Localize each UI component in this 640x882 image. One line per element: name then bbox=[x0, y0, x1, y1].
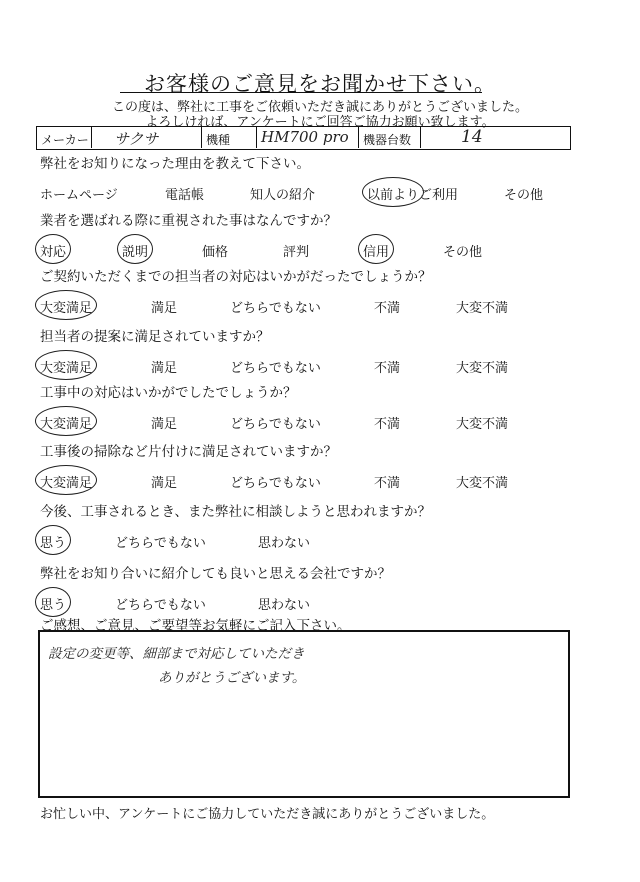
question-6-option-1[interactable]: 大変満足 bbox=[40, 476, 93, 491]
question-1: 弊社をお知りになった理由を教えて下さい。 bbox=[40, 156, 310, 172]
comment-line-2: ありがとうございます。 bbox=[158, 670, 306, 686]
question-3-option-1[interactable]: 大変満足 bbox=[40, 301, 93, 316]
question-2-option-3[interactable]: 価格 bbox=[202, 245, 229, 260]
question-4-option-5[interactable]: 大変不満 bbox=[456, 361, 509, 376]
question-2-option-6[interactable]: その他 bbox=[443, 245, 483, 260]
question-7-option-2[interactable]: どちらでもない bbox=[115, 536, 206, 551]
question-3-option-2[interactable]: 満足 bbox=[151, 301, 178, 316]
question-6-option-4[interactable]: 不満 bbox=[374, 476, 401, 491]
answer-circle-mark bbox=[35, 465, 97, 495]
model-label: 機種 bbox=[206, 133, 231, 147]
question-7-option-3[interactable]: 思わない bbox=[258, 536, 311, 551]
question-2-option-5[interactable]: 信用 bbox=[363, 245, 390, 260]
question-8-option-2[interactable]: どちらでもない bbox=[115, 598, 206, 613]
question-5-option-1[interactable]: 大変満足 bbox=[40, 417, 93, 432]
comment-line-1: 設定の変更等、細部まで対応していただき bbox=[48, 646, 305, 662]
intro-line-2: よろしければ、アンケートにご回答ご協力お願い致します。 bbox=[145, 115, 495, 130]
footer-thanks: お忙しい中、アンケートにご協力していただき誠にありがとうございました。 bbox=[40, 807, 495, 822]
maker-value: サクサ bbox=[114, 130, 159, 148]
model-label-cell bbox=[201, 127, 256, 148]
question-7-option-1[interactable]: 思う bbox=[40, 536, 67, 551]
question-3-option-3[interactable]: どちらでもない bbox=[230, 301, 321, 316]
maker-cell bbox=[91, 127, 201, 148]
question-3: ご契約いただくまでの担当者の対応はいかがだったでしょうか？ bbox=[40, 269, 432, 285]
device-info-table bbox=[36, 126, 571, 150]
question-6-option-2[interactable]: 満足 bbox=[151, 476, 178, 491]
question-6-option-3[interactable]: どちらでもない bbox=[230, 476, 321, 491]
model-value: HM700 pro bbox=[261, 128, 349, 146]
answer-circle-mark bbox=[35, 234, 71, 264]
question-3-option-5[interactable]: 大変不満 bbox=[456, 301, 509, 316]
question-2-option-2[interactable]: 説明 bbox=[122, 245, 149, 260]
intro-line-1: この度は、弊社に工事をご依頼いただき誠にありがとうございました。 bbox=[111, 100, 528, 115]
maker-label: メーカー bbox=[41, 133, 89, 147]
question-8: 弊社をお知り合いに紹介しても良いと思える会社ですか？ bbox=[40, 566, 391, 582]
question-4-option-2[interactable]: 満足 bbox=[151, 361, 178, 376]
question-2-option-1[interactable]: 対応 bbox=[40, 245, 67, 260]
answer-circle-mark bbox=[35, 350, 97, 380]
count-cell bbox=[420, 127, 569, 148]
question-5: 工事中の対応はいかがでしたでしょうか？ bbox=[40, 385, 297, 401]
question-4: 担当者の提案に満足されていますか？ bbox=[40, 329, 270, 345]
question-1-option-4[interactable]: 以前よりご利用 bbox=[367, 188, 459, 203]
question-5-option-4[interactable]: 不満 bbox=[374, 417, 401, 432]
model-cell bbox=[256, 127, 358, 148]
count-label: 機器台数 bbox=[363, 133, 412, 147]
question-4-option-1[interactable]: 大変満足 bbox=[40, 361, 93, 376]
answer-circle-mark bbox=[362, 177, 424, 207]
question-6-option-5[interactable]: 大変不満 bbox=[456, 476, 509, 491]
question-8-option-1[interactable]: 思う bbox=[40, 598, 67, 613]
question-8-option-3[interactable]: 思わない bbox=[258, 598, 311, 613]
question-2: 業者を選ばれる際に重視された事はなんですか？ bbox=[40, 213, 337, 229]
question-4-option-3[interactable]: どちらでもない bbox=[230, 361, 321, 376]
answer-circle-mark bbox=[358, 234, 394, 264]
answer-circle-mark bbox=[117, 234, 153, 264]
question-1-option-3[interactable]: 知人の紹介 bbox=[250, 188, 316, 203]
comments-label: ご感想、ご意見、ご要望等お気軽にご記入下さい。 bbox=[40, 618, 351, 634]
answer-circle-mark bbox=[35, 525, 71, 555]
question-1-option-1[interactable]: ホームページ bbox=[40, 188, 118, 203]
question-4-option-4[interactable]: 不満 bbox=[374, 361, 401, 376]
comments-box bbox=[38, 630, 570, 798]
question-2-option-4[interactable]: 評判 bbox=[283, 245, 310, 260]
question-1-option-2[interactable]: 電話帳 bbox=[165, 188, 205, 203]
form-title: お客様のご意見をお聞かせ下さい。 bbox=[144, 72, 496, 96]
question-3-option-4[interactable]: 不満 bbox=[374, 301, 401, 316]
answer-circle-mark bbox=[35, 587, 71, 617]
answer-circle-mark bbox=[35, 406, 97, 436]
question-5-option-2[interactable]: 満足 bbox=[151, 417, 178, 432]
question-5-option-5[interactable]: 大変不満 bbox=[456, 417, 509, 432]
count-value: 14 bbox=[461, 127, 483, 147]
answer-circle-mark bbox=[35, 290, 97, 320]
question-5-option-3[interactable]: どちらでもない bbox=[230, 417, 321, 432]
question-7: 今後、工事されるとき、また弊社に相談しようと思われますか？ bbox=[40, 504, 431, 520]
question-1-option-5[interactable]: その他 bbox=[504, 188, 544, 203]
question-6: 工事後の掃除など片付けに満足されていますか？ bbox=[40, 444, 337, 460]
count-label-cell bbox=[358, 127, 420, 148]
title-underline bbox=[120, 92, 482, 93]
